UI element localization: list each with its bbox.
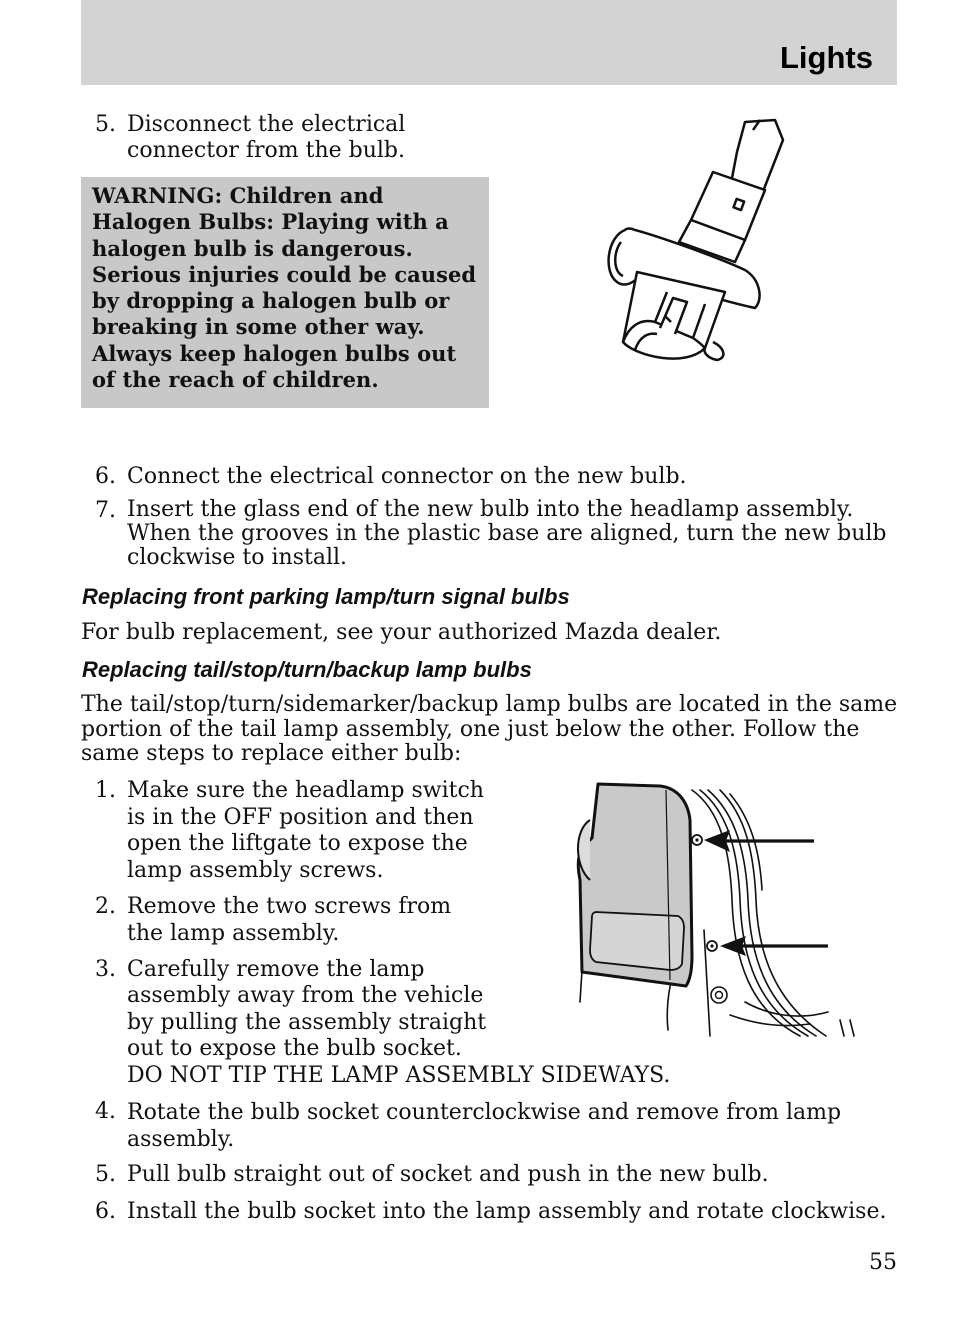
list-item: [95, 1199, 895, 1225]
list-item: [95, 1099, 895, 1153]
step-text: Carefully remove the lamp assembly away from the vehicle by pulling the assembly straight out to expose the bulb socket. DO NOT TIP THE LAMP ASSEMBLY SIDEWAYS.: [127, 957, 671, 1088]
section-heading: Replacing front parking lamp/turn signal bulbs: [82, 584, 570, 609]
paragraph: The tail/stop/turn/sidemarker/backup lamp bulbs are located in the same portion of the tail lamp assembly, one just below the other. Follow the same steps to replace either bulb:: [81, 692, 898, 766]
list-item: [95, 464, 895, 490]
step-text: Make sure the headlamp switch is in the OFF position and then open the liftgate to expose the lamp assembly screws.: [127, 778, 484, 883]
list-item: [95, 1162, 895, 1188]
list-item: [95, 894, 495, 948]
step-number: 5.: [95, 112, 116, 137]
section-title: Lights: [780, 40, 873, 75]
section-heading: Replacing tail/stop/turn/backup lamp bulbs: [82, 657, 532, 682]
step-text: Install the bulb socket into the lamp assembly and rotate clockwise.: [127, 1199, 887, 1224]
list-item: [95, 778, 495, 883]
step-text: Rotate the bulb socket counterclockwise and remove from lamp assembly.: [127, 1100, 842, 1152]
step-number: 1.: [95, 778, 116, 803]
step-number: 2.: [95, 894, 116, 919]
step-number: 7.: [95, 498, 116, 523]
step-number: 6.: [95, 1199, 116, 1224]
step-number: 5.: [95, 1162, 116, 1187]
step-text: Pull bulb straight out of socket and push in the new bulb.: [127, 1162, 769, 1187]
step-text: Remove the two screws from the lamp assembly.: [127, 894, 452, 946]
step-text: Insert the glass end of the new bulb into the headlamp assembly. When the grooves in the plastic base are aligned, turn the new bulb clockwise to install.: [127, 497, 887, 570]
step-number: 4.: [95, 1099, 116, 1124]
warning-text: WARNING: Children and Halogen Bulbs: Playing with a halogen bulb is dangerous. Serious injuries could be caused by dropping a halogen bulb or breaking in some other way. Always keep halogen bulbs out of the reach of children.: [92, 183, 477, 393]
step-text: Connect the electrical connector on the new bulb.: [127, 464, 687, 489]
step-text: Disconnect the electrical connector from the bulb.: [127, 112, 406, 163]
halogen-bulb-illustration: [595, 112, 795, 372]
step-number: 6.: [95, 464, 116, 489]
tail-lamp-illustration: [570, 780, 860, 1040]
page-header: [81, 0, 897, 85]
list-item: [95, 112, 485, 164]
page-number: 55: [869, 1250, 897, 1275]
step-number: 3.: [95, 957, 116, 982]
list-item: [95, 498, 895, 574]
paragraph: For bulb replacement, see your authorized Mazda dealer.: [81, 620, 722, 645]
warning-box: [81, 177, 489, 408]
